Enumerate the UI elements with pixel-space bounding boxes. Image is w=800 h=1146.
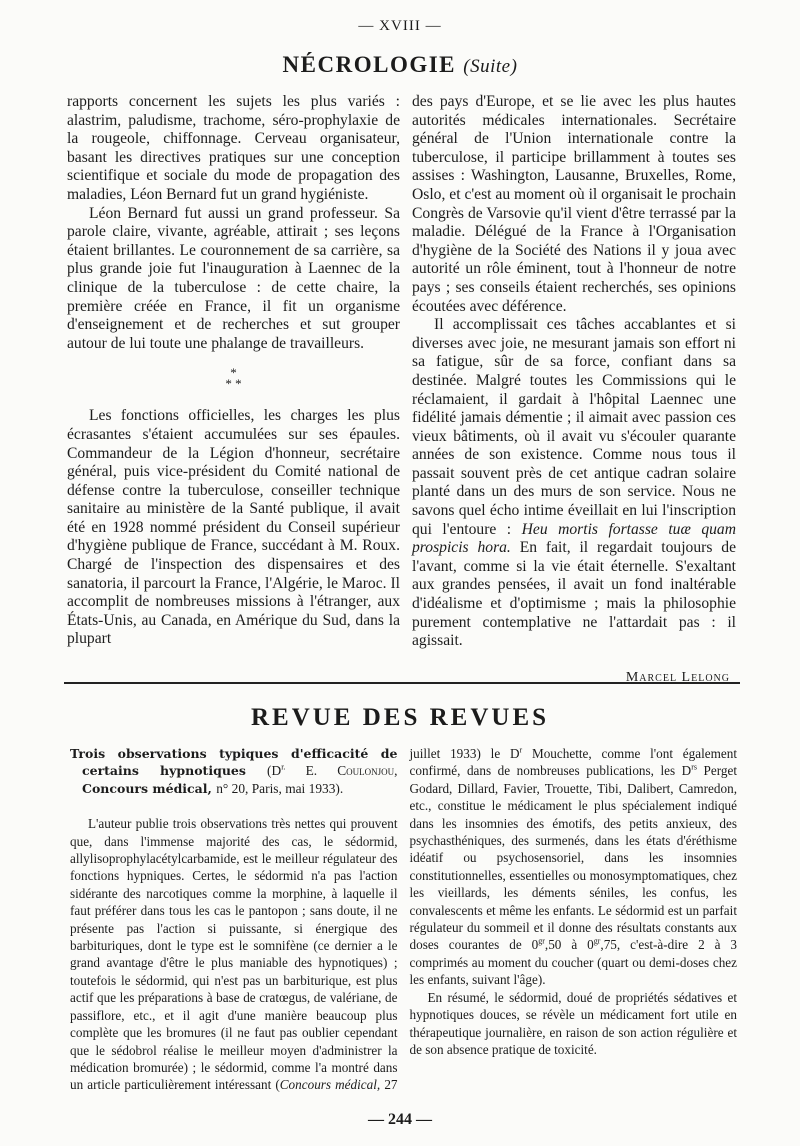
title-text: NÉCROLOGIE [282,52,457,77]
page-number: — 244 — [368,1111,432,1128]
article-heading [70,745,398,797]
heading-text: Trois observations typiques d'efficacité de certains hypnotiques [70,746,398,779]
necrologie-right-column [412,93,736,687]
asterism: * * * [225,365,242,392]
text: L'auteur publie trois observations très nettes qui prouvent que, dans l'immense majorité des cas, le sédormid, allylisoprophylacétylcarbamide, est le meilleur régulateur des fonctions hypniques. Certes, le sédormid n'a pas l'action sidérante des narcotiques comme la morphine, à laquelle il faut préférer dans tous les cas le pantopon ; sans doute, il ne présente pas l'action si puissante, si énergique des barbituriques, dont le type est le somnifène (ce dernier a le grand avantage d'être le plus maniable des hypnotiques) ; toutefois le sédormid, qui n'est pas un barbiturique, est plus actif que les préparations à base de cratœgus, de valériane, de passiflore, etc., et il agit d'une manière beaucoup plus complète que les bromures (il ne faut pas oublier cependant que le sédobrol réalise le meilleur moyen d'administrer la médication bromurée) ; le sédormid, comme l'a montré dans un article particulièrement intéressant ( [70,816,398,1093]
text: Mouchette, comme l'ont également confirmé, dans de nombreuses publications, les D [409,746,737,779]
text: Perget Godard, Dillard, Favier, Trouette, Tibi, Dalibert, Camredon, etc., constitue le médicament le plus spécialement indiqué dans les insomnies des émotifs, des petits anxieux, des psychasthéniques, des surmenés, dans les états d'éréthisme idéatif ou psychosensoriel, dans les insomnies constitutionnelles, essentielles ou monosymptomatiques, chez les vieillards, les déments séniles, les confus, les convalescents et même les enfants. Le sédormid est un parfait régulateur du sommeil et il donne des résultats constants aux doses courantes de 0 [409,763,737,953]
paragraph [412,316,736,651]
section-title [0,52,800,78]
journal: Concours médical, [82,780,212,796]
superscript: r [519,745,523,755]
text: Il accomplissait ces tâches accablantes et si diverses avec joie, ne mesurant jamais son effort ni sa fatigue, sûr de sa force, confiant dans sa destinée. Malgré toutes les Commissions qui le réclamaient, il gardait à l'hôpital Laennec une fidélité jamais démentie ; il aimait avec passion ces vieux bâtiments, où il avait vu s'écouler quarante années de son existence. Comme nous tous il passait souvent près de cet antique cadran solaire planté dans un des murs de son service. Nous ne savons quel écho intime éveillait en lui l'inscription qui l'entoure : [412,316,736,538]
journal-italic: Concours médical, [279,1077,381,1093]
author: E. Coulonjou, [305,763,398,779]
text: ,50 à 0 [544,937,594,953]
section-divider [64,682,740,684]
text: 27 juillet 1933) le D [384,746,520,1093]
title-suffix: (Suite) [463,56,518,77]
paragraph: Léon Bernard fut aussi un grand professeur. Sa parole claire, vivante, agréable, attirait ; ses leçons étaient brillantes. Le couronnement de sa carrière, sa plus grande joie fut l'inauguration à Laennec de la clinique de la tuberculose : de cette chaire, la première créée en France, il fit un organisme d'enseignement et de recherches et sut grouper autour de lui toute une phalange de travailleurs. [67,204,400,352]
text: En fait, il regardait toujours de l'avant, comme si la vie était éternelle. S'exaltant aux grandes pensées, il avait un fond inaltérable d'idéalisme et d'optimisme ; mais la philosophie purement contemplative ne l'attardait pas : il agissait. [412,539,736,650]
signature: Marcel Lelong [625,669,730,685]
paragraph: rapports concernent les sujets les plus variés : alastrim, paludisme, trachome, séro-prophylaxie de la rougeole, chiffonnage. Cerveau organisateur, basant les directives pratiques sur une conception scientifique et sociale du mode de propagation des maladies, Léon Bernard fut un grand hygiéniste. [67,93,400,203]
latin-inscription: Heu mortis fortasse tuæ quam prospicis hora. [412,520,736,557]
revue-body [70,745,737,1095]
ref-text: (D [267,763,282,779]
reference [267,763,397,778]
revue-title: REVUE DES REVUES [250,704,550,731]
ref-details: n° 20, Paris, mai 1933). [216,780,344,796]
superscript: r. [281,762,286,772]
necrologie-left-column [67,93,400,649]
superscript: gr [593,937,601,947]
paragraph: Les fonctions officielles, les charges les plus écrasantes s'étaient accumulées sur ses épaules. Commandeur de la Légion d'honneur, secrétaire général, puis vice-président du Comité national de défense contre la tuberculose, conseiller technique sanitaire au ministère de la Santé publique, il avait été en 1928 nommé président du Conseil supérieur d'hygiène publique de France, succédant à M. Roux. Chargé de l'inspection des dispensaires et des sanatoria, il parcourt la France, l'Algérie, le Maroc. Il accomplit de nombreuses missions à l'étranger, aux États-Unis, au Canada, en Amérique du Sud, dans la plupart [67,407,400,648]
paragraph: En résumé, le sédormid, doué de propriétés sédatives et hypnotiques douces, se révèle un médicament fort utile en thérapeutique journalière, en raison de son action régulière et de son absence pratique de toxicité. [409,989,737,1057]
paragraph: des pays d'Europe, et se lie avec les plus hautes autorités médicales internationales. Secrétaire général de l'Union internationale contre la tuberculose, il participe brillamment à toutes ses assises : Washington, Lausanne, Bruxelles, Rome, Oslo, et c'est au moment où il organisait le prochain Congrès de Varsovie qu'il vient d'être terrassé par la maladie. Délégué de la France à l'Organisation d'hygiène de la Société des Nations il y joua avec autorité un rôle éminent, tout à l'honneur de notre pays ; ses conseils étaient recherchés, ses opinions écoutées avec déférence. [412,93,736,315]
superscript: rs [691,763,697,773]
roman-folio: — XVIII — [358,18,442,34]
text: ,75, c'est-à-dire 2 à 3 comprimés au moment du coucher (quart ou demi-doses chez les enfants, suivant l'âge). [409,937,738,988]
superscript: gr [538,937,545,947]
